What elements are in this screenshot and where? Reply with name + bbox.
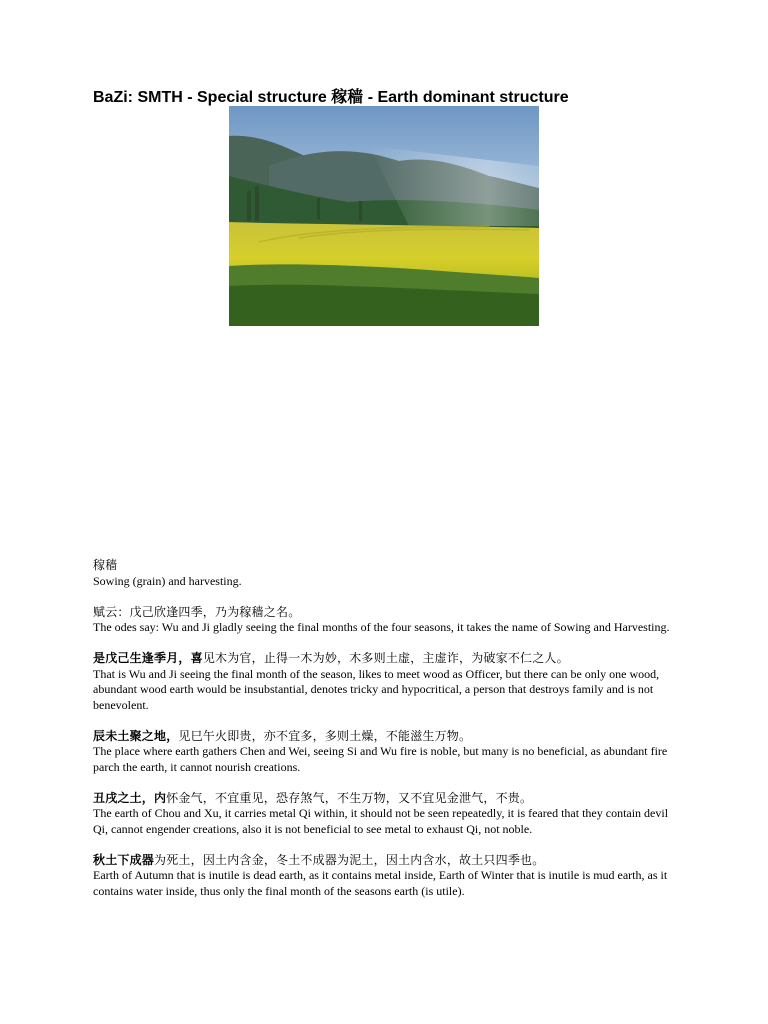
- section-6: [93, 853, 683, 900]
- document-body: [93, 558, 683, 915]
- chinese-line: [93, 791, 683, 807]
- chinese-bold: 秋土下成器: [93, 852, 155, 867]
- chinese-bold: 丑戌之土，内: [93, 790, 167, 805]
- english-line: That is Wu and Ji seeing the final month of the season, likes to meet wood as Officer, but there can be only one wood, abundant wood earth would be insubstantial, denotes tricky and hypocritical, a person that destroys family and is not benevolent.: [93, 666, 660, 712]
- chinese-line: 赋云：戊己欣逢四季，乃为稼穑之名。: [93, 604, 301, 619]
- english-line: The place where earth gathers Chen and Wei, seeing Si and Wu fire is noble, but many is no beneficial, as abundant fire parch the earth, it cannot nourish creations.: [93, 744, 668, 774]
- section-1: [93, 558, 683, 589]
- section-5: [93, 791, 683, 838]
- chinese-rest: 为死土，因土内含金，冬土不成器为泥土，因土内含水，故土只四季也。: [154, 852, 545, 867]
- chinese-rest: 见巳午火即贵，亦不宜多，多则土燥，不能滋生万物。: [178, 728, 472, 743]
- section-4: [93, 729, 683, 776]
- chinese-rest: 见木为官，止得一木为妙，木多则土虚，主虚诈，为破家不仁之人。: [202, 651, 569, 665]
- chinese-bold: 辰未土聚之地，: [93, 728, 179, 743]
- english-line: The odes say: Wu and Ji gladly seeing the final months of the four seasons, it takes the name of Sowing and Harvesting.: [93, 620, 670, 634]
- chinese-line: [93, 729, 683, 745]
- section-3: [93, 651, 683, 713]
- chinese-line: [93, 853, 683, 869]
- chinese-line: 稼穑: [93, 558, 118, 572]
- page-title: BaZi: SMTH - Special structure 稼穑 - Earth dominant structure: [93, 89, 569, 106]
- english-line: The earth of Chou and Xu, it carries metal Qi within, it should not be seen repeatedly, it is feared that they contain devil Qi, cannot engender creations, also it is not beneficial to see metal to exhaust Qi, not noble.: [93, 806, 669, 836]
- chinese-line: [93, 651, 683, 667]
- english-line: Sowing (grain) and harvesting.: [93, 573, 242, 588]
- chinese-bold: 是戊己生逢季月，喜: [93, 651, 203, 665]
- landscape-photo: [229, 106, 539, 326]
- section-2: [93, 605, 683, 636]
- english-line: Earth of Autumn that is inutile is dead earth, as it contains metal inside, Earth of Winter that is inutile is mud earth, as it contains water inside, thus only the final month of the seasons earth (is utile).: [93, 868, 668, 898]
- chinese-rest: 怀金气，不宜重见，恐存煞气，不生万物，又不宜见金泄气，不贵。: [166, 790, 533, 805]
